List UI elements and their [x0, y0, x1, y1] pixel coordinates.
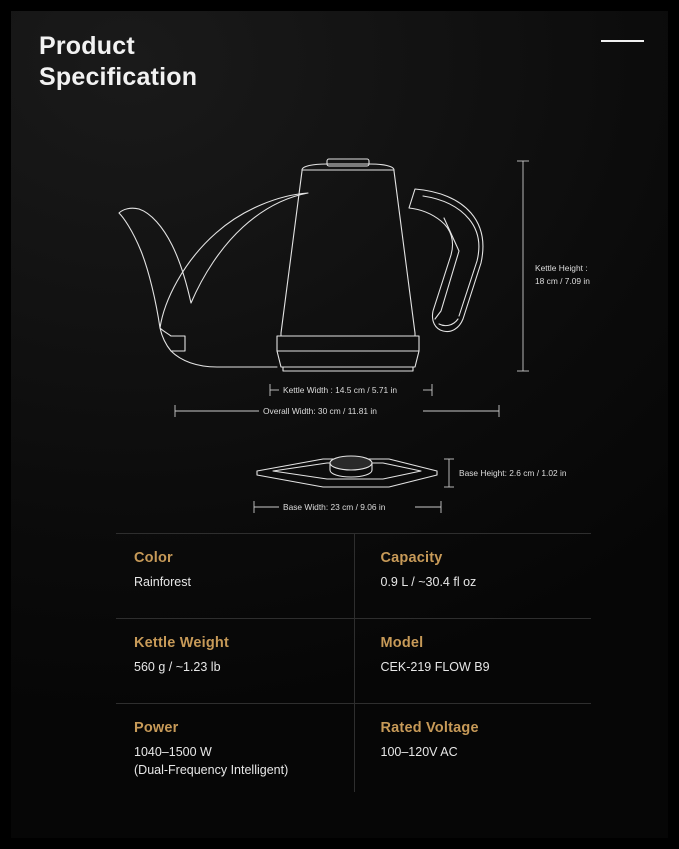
kettle-width-label: Kettle Width : 14.5 cm / 5.71 in [283, 385, 398, 395]
dimension-base-height [444, 459, 454, 487]
spec-label: Model [380, 635, 424, 651]
spec-sheet-card [11, 11, 668, 838]
base-outline [257, 456, 437, 487]
base-height-label: Base Height: 2.6 cm / 1.02 in [459, 468, 567, 478]
spec-value: CEK-219 FLOW B9 [380, 660, 490, 674]
menu-icon[interactable] [601, 40, 644, 42]
spec-cell-capacity [354, 534, 592, 618]
dimension-kettle-height [517, 161, 529, 371]
spec-cell-kettle-weight [116, 619, 354, 703]
spec-label: Capacity [380, 550, 443, 566]
base-width-label: Base Width: 23 cm / 9.06 in [283, 502, 386, 512]
spec-value: 100–120V AC [380, 745, 458, 759]
spec-cell-color [116, 534, 354, 618]
table-row [116, 703, 591, 792]
spec-cell-power [116, 704, 354, 792]
spec-value: Rainforest [134, 575, 191, 589]
product-diagram [11, 123, 668, 533]
kettle-outline [119, 159, 483, 371]
page-title [39, 31, 197, 92]
overall-width-label: Overall Width: 30 cm / 11.81 in [263, 406, 377, 416]
page-title-line1: Product [39, 32, 135, 60]
spec-label: Rated Voltage [380, 720, 479, 736]
spec-label: Power [134, 720, 179, 736]
table-row [116, 533, 591, 618]
spec-label: Kettle Weight [134, 635, 229, 651]
spec-label: Color [134, 550, 173, 566]
spec-cell-model [354, 619, 592, 703]
spec-cell-rated-voltage [354, 704, 592, 792]
spec-value: 560 g / ~1.23 lb [134, 660, 221, 674]
table-row [116, 618, 591, 703]
spec-value [134, 744, 354, 780]
kettle-height-label-line1: Kettle Height : [535, 263, 588, 273]
spec-value-sub: (Dual-Frequency Intelligent) [134, 762, 289, 777]
spec-value: 0.9 L / ~30.4 fl oz [380, 575, 477, 589]
page-title-line2: Specification [39, 62, 198, 91]
specification-table [116, 533, 591, 792]
spec-value-main: 1040–1500 W [134, 745, 212, 759]
kettle-height-label-line2: 18 cm / 7.09 in [535, 276, 590, 286]
